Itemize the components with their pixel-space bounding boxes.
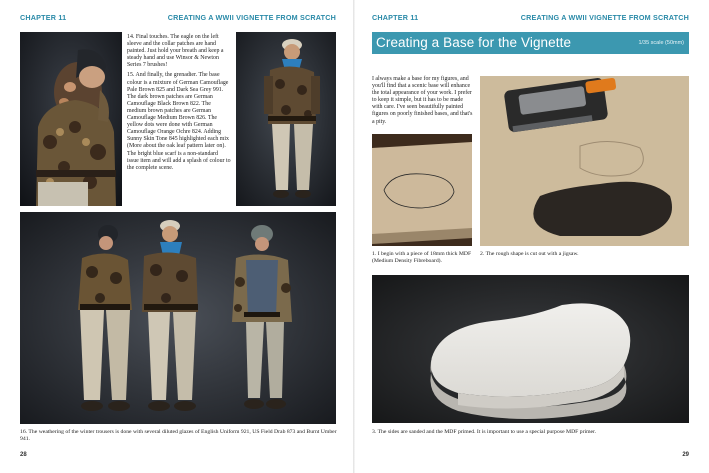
left-running-title: CREATING A WWII VIGNETTE FROM SCRATCH [167, 13, 336, 22]
photo-primed-base [372, 275, 689, 423]
left-page [0, 0, 354, 473]
right-running-title: CREATING A WWII VIGNETTE FROM SCRATCH [520, 13, 689, 22]
left-page-number: 28 [20, 452, 27, 458]
photo-mdf-board [372, 134, 472, 246]
step-15-text: 15. And finally, the grenadier. The base colour is a mixture of German Camouflage Pale Brown 825 and Dark Sea Grey 991. The dark brown patches are German Camouflage Black Brown 822. The medium brown patches are German Camouflage Medium Brown 826. The yellow dots were done with German Camouflage Orange Ochre 824. Adding Sunny Skin Tone 845 highlighted each mix (More about the oak leaf pattern later on). The bright blue scarf is a non-standard issue item and will add a splash of colour to the complete scene. [127, 72, 231, 171]
scale-label: 1/35 scale (50mm) [638, 40, 684, 46]
step-14-15-text [127, 34, 231, 175]
section-banner [372, 32, 689, 54]
photo-three-figures [20, 212, 336, 424]
intro-text: I always make a base for my figures, and you'll find that a scenic base will enhance the total appearance of your work. I prefer to keep it simple, but it has to be made with care. I've seen beautifully painted figures on poorly finished bases, and that's a pity. [372, 76, 473, 125]
photo-jigsaw [480, 76, 689, 246]
right-page-number: 29 [682, 452, 689, 458]
photo-grenadier-full [236, 32, 336, 206]
section-title: Creating a Base for the Vignette [376, 35, 572, 50]
photo-grenadier-detail [20, 32, 122, 206]
step-14-text: 14. Final touches. The eagle on the left sleeve and the collar patches are hand painted. Just hold your breath and keep a steady hand and use Winsor & Newton Series 7 brushes! [127, 34, 224, 69]
left-chapter-label: CHAPTER 11 [20, 13, 67, 22]
caption-1: 1. I begin with a piece of 18mm thick MDF (Medium Density Fibreboard). [372, 251, 472, 264]
caption-16: 16. The weathering of the winter trousers is done with several diluted glazes of English Uniform 921, US Field Drab 873 and Burnt Umber 941. [20, 429, 337, 442]
right-chapter-label: CHAPTER 11 [372, 13, 419, 22]
caption-3: 3. The sides are sanded and the MDF primed. It is important to use a special purpose MDF primer. [372, 429, 597, 435]
caption-2: 2. The rough shape is cut out with a jigsaw. [480, 251, 579, 257]
